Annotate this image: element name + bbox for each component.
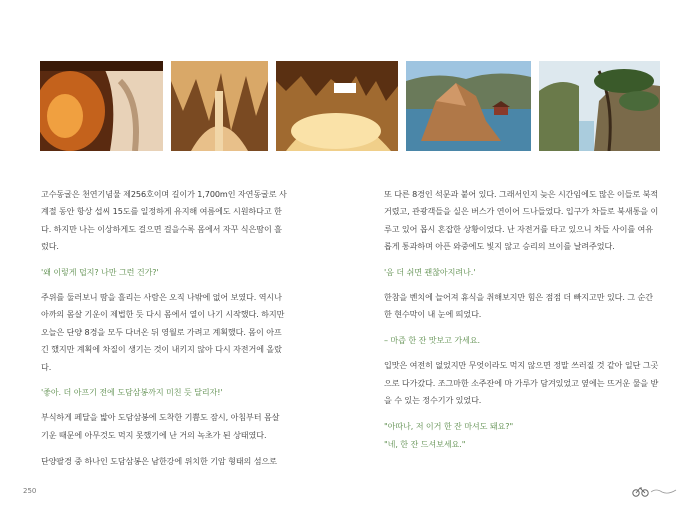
paragraph: 또 다른 8경인 석문과 붙어 있다. 그래서인지 늦은 시간임에도 많은 이들로 북적거렸고, 관광객들을 실은 버스가 연이어 드나들었다. 입구가 차들로 북새통을 이루고 있어 몹시 혼잡한 상황이었다. 난 자전거를 타고 있으니 차들 사이를 여유롭게 통과하며 아픈 와중에도 빛지 않고 승리의 브이를 날려주었다. bbox=[384, 189, 659, 252]
paragraph: 한참을 벤치에 늘어져 휴식을 취해보지만 힘은 점점 더 빠지고만 있다. 그 순간 한 현수막이 내 눈에 띄었다. bbox=[384, 292, 653, 320]
rock-island-pavilion-photo bbox=[406, 61, 531, 151]
dialogue-line: "아따나, 저 이거 한 잔 마셔도 돼요?" bbox=[384, 421, 514, 432]
cave-stalactite-photo bbox=[171, 61, 268, 151]
left-column bbox=[41, 186, 289, 471]
cave-lava-photo bbox=[40, 61, 163, 151]
paragraph: 고수동굴은 천연기념물 제256호이며 길이가 1,700m인 자연동굴로 사계절 동안 항상 섭씨 15도를 일정하게 유지해 여름에도 시원하다고 한다. 하지만 나는 이상하게도 걸으면 걸을수록 몸에서 자꾸 식은땀이 흘렀다. bbox=[41, 189, 287, 252]
paragraph: 부식하게 페달을 밟아 도담삼봉에 도착한 기쁨도 잠시, 아침부터 몸살 기운 때문에 아무것도 먹지 못했기에 난 거의 녹초가 된 상태였다. bbox=[41, 412, 280, 440]
paragraph: 단양팔경 중 하나인 도담삼봉은 남한강에 위치한 기암 형태의 섬으로 bbox=[41, 456, 277, 467]
bicycle-logo-icon bbox=[632, 483, 678, 497]
quote-line: '좋아. 더 아프기 전에 도담삼봉까지 미친 듯 달리자!' bbox=[41, 387, 223, 398]
dialogue-line: "네, 한 잔 드셔보세요." bbox=[384, 438, 466, 449]
paragraph: 입맛은 여전히 없었지만 무엇이라도 먹지 않으면 정말 쓰러질 것 같아 일단 그곳으로 다가갔다. 조그마한 소주잔에 마 가루가 담겨있었고 옆에는 뜨거운 물을 받을 수 있는 정수기가 있었다. bbox=[384, 360, 659, 406]
photo-strip bbox=[40, 61, 660, 151]
cliff-pine-photo bbox=[539, 61, 660, 151]
paragraph: 주위를 둘러보니 땀을 흘리는 사람은 오직 나밖에 없어 보였다. 역시나 아까의 몸살 기운이 제법한 듯 다시 몸에서 열이 나기 시작했다. 하지만 오늘은 단양 8경을 모두 다녀온 뒤 영월로 가려고 계획했다. 몸이 아프긴 했지만 계획에 차질이 생기는 것이 내키지 않아 다시 자전거에 올랐다. bbox=[41, 292, 285, 372]
quote-line: – 마즙 한 잔 맛보고 가세요. bbox=[384, 334, 480, 345]
cave-formation-photo bbox=[276, 61, 398, 151]
quote-line: '왜 이렇게 덥지? 나만 그런 건가?' bbox=[41, 266, 159, 277]
right-column bbox=[384, 186, 660, 453]
quote-line: '음 더 쉬면 괜찮아지려나.' bbox=[384, 266, 476, 277]
page-number: 250 bbox=[23, 487, 37, 495]
